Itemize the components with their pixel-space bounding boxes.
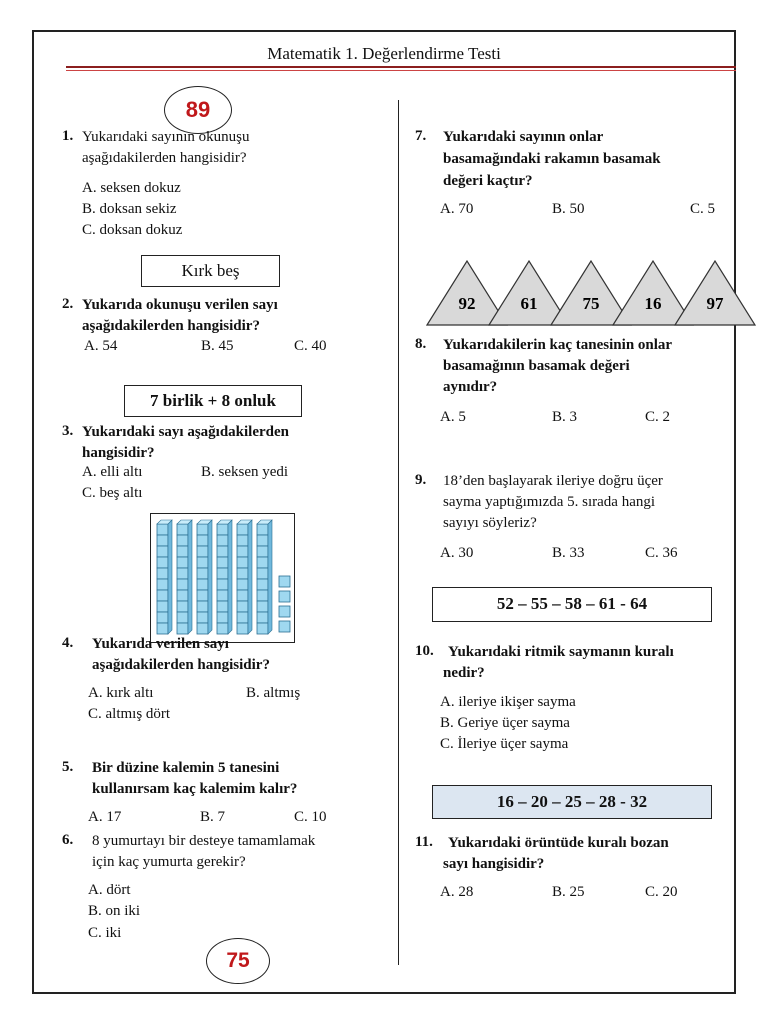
q8-option-c[interactable]: C. 2 xyxy=(645,409,671,425)
number-words-text: Kırk beş xyxy=(181,261,240,280)
q7-line3: değeri kaçtır? xyxy=(443,173,533,189)
number-triangle xyxy=(675,261,755,325)
place-value-box xyxy=(124,385,302,417)
q8-option-b[interactable]: B. 3 xyxy=(552,409,578,425)
q1-option-c[interactable]: C. doksan dokuz xyxy=(82,222,183,238)
q9-option-a[interactable]: A. 30 xyxy=(440,545,474,561)
q5-option-a[interactable]: A. 17 xyxy=(88,809,122,825)
number-triangles xyxy=(425,259,765,329)
q2-option-a[interactable]: A. 54 xyxy=(84,338,118,354)
q1-option-b[interactable]: B. doksan sekiz xyxy=(82,201,177,217)
q1-option-a[interactable]: A. seksen dokuz xyxy=(82,180,181,196)
ten-rod xyxy=(217,520,232,634)
q10-option-b[interactable]: B. Geriye üçer sayma xyxy=(440,715,570,731)
q11-line2: sayı hangisidir? xyxy=(443,856,545,872)
ten-rod xyxy=(157,520,172,634)
one-unit-cube xyxy=(279,621,290,632)
q6-option-b[interactable]: B. on iki xyxy=(88,903,141,919)
q2-number: 2. xyxy=(62,296,74,312)
q1-line2: aşağıdakilerden hangisidir? xyxy=(82,150,247,166)
q6-number: 6. xyxy=(62,832,74,848)
one-unit-cube xyxy=(279,576,290,587)
q4-option-b[interactable]: B. altmış xyxy=(246,685,301,701)
q5-option-b[interactable]: B. 7 xyxy=(200,809,226,825)
q8-option-a[interactable]: A. 5 xyxy=(440,409,466,425)
q3-line1: Yukarıdaki sayı aşağıdakilerden xyxy=(82,424,290,440)
q5-line2: kullanırsam kaç kalemim kalır? xyxy=(92,781,298,797)
pattern-box xyxy=(432,785,712,819)
title-rule-thin xyxy=(66,70,736,71)
base-ten-blocks-picture xyxy=(150,513,295,643)
q7-line2: basamağındaki rakamın basamak xyxy=(443,151,661,167)
q7-option-c[interactable]: C. 5 xyxy=(690,201,716,217)
q5-option-c[interactable]: C. 10 xyxy=(294,809,327,825)
q9-option-b[interactable]: B. 33 xyxy=(552,545,585,561)
q3-option-c[interactable]: C. beş altı xyxy=(82,485,143,501)
title-rule xyxy=(66,66,736,68)
place-value-text: 7 birlik + 8 onluk xyxy=(150,391,276,410)
q1-number: 1. xyxy=(62,128,74,144)
q6-line1: 8 yumurtayı bir desteye tamamlamak xyxy=(92,833,316,849)
q3-number: 3. xyxy=(62,423,74,439)
triangle-number: 16 xyxy=(644,294,662,313)
q7-line1: Yukarıdaki sayının onlar xyxy=(443,129,604,145)
q2-option-b[interactable]: B. 45 xyxy=(201,338,234,354)
circle-number: 75 xyxy=(226,949,250,972)
one-unit-cube xyxy=(279,591,290,602)
q8-number: 8. xyxy=(415,336,427,352)
q4-line2: aşağıdakilerden hangisidir? xyxy=(92,657,270,673)
q10-option-a[interactable]: A. ileriye ikişer sayma xyxy=(440,694,576,710)
number-words-box xyxy=(141,255,280,287)
q8-line3: aynıdır? xyxy=(443,379,498,395)
rhythm-text: 52 – 55 – 58 – 61 - 64 xyxy=(496,594,648,613)
q4-line1: Yukarıda verilen sayı xyxy=(92,636,229,652)
q10-line1: Yukarıdaki ritmik saymanın kuralı xyxy=(448,644,674,660)
q2-line2: aşağıdakilerden hangisidir? xyxy=(82,318,260,334)
q9-number: 9. xyxy=(415,472,427,488)
one-unit-cube xyxy=(279,606,290,617)
triangle-number: 75 xyxy=(582,294,600,313)
q10-option-c[interactable]: C. İleriye üçer sayma xyxy=(440,736,569,752)
rhythm-box xyxy=(432,587,712,622)
base-ten-blocks-svg xyxy=(151,514,293,641)
q2-line1: Yukarıda okunuşu verilen sayı xyxy=(82,297,278,313)
q11-option-b[interactable]: B. 25 xyxy=(552,884,585,900)
q5-line1: Bir düzine kalemin 5 tanesini xyxy=(92,760,280,776)
q9-line3: sayıyı söyleriz? xyxy=(443,515,537,531)
q10-number: 10. xyxy=(415,643,434,659)
q6-line2: için kaç yumurta gerekir? xyxy=(92,854,246,870)
q9-option-c[interactable]: C. 36 xyxy=(645,545,678,561)
pattern-text: 16 – 20 – 25 – 28 - 32 xyxy=(496,792,648,811)
q8-line1: Yukarıdakilerin kaç tanesinin onlar xyxy=(443,337,673,353)
number-circle-bottom xyxy=(206,938,270,984)
q7-option-b[interactable]: B. 50 xyxy=(552,201,585,217)
q9-line2: sayma yaptığımızda 5. sırada hangi xyxy=(443,494,656,510)
circle-number: 89 xyxy=(185,97,211,122)
ten-rod xyxy=(257,520,272,634)
q11-line1: Yukarıdaki örüntüde kuralı bozan xyxy=(448,835,669,851)
ten-rod xyxy=(197,520,212,634)
q8-line2: basamağının basamak değeri xyxy=(443,358,630,374)
q3-option-a[interactable]: A. elli altı xyxy=(82,464,143,480)
q4-option-c[interactable]: C. altmış dört xyxy=(88,706,171,722)
q11-option-a[interactable]: A. 28 xyxy=(440,884,474,900)
q10-line2: nedir? xyxy=(443,665,485,681)
ten-rod xyxy=(177,520,192,634)
q3-option-b[interactable]: B. seksen yedi xyxy=(201,464,289,480)
triangle-number: 97 xyxy=(706,294,724,313)
q7-number: 7. xyxy=(415,128,427,144)
q5-number: 5. xyxy=(62,759,74,775)
q6-option-c[interactable]: C. iki xyxy=(88,925,122,941)
q7-option-a[interactable]: A. 70 xyxy=(440,201,474,217)
q6-option-a[interactable]: A. dört xyxy=(88,882,131,898)
page-title: Matematik 1. Değerlendirme Testi xyxy=(267,44,501,63)
q4-option-a[interactable]: A. kırk altı xyxy=(88,685,154,701)
column-divider xyxy=(398,100,399,965)
triangle-number: 92 xyxy=(458,294,476,313)
q1-line1: Yukarıdaki sayının okunuşu xyxy=(82,129,250,145)
q11-number: 11. xyxy=(415,834,433,850)
q4-number: 4. xyxy=(62,635,74,651)
q3-line2: hangisidir? xyxy=(82,445,155,461)
triangle-number: 61 xyxy=(520,294,538,313)
q2-option-c[interactable]: C. 40 xyxy=(294,338,327,354)
q11-option-c[interactable]: C. 20 xyxy=(645,884,678,900)
q9-line1: 18’den başlayarak ileriye doğru üçer xyxy=(443,473,663,489)
ten-rod xyxy=(237,520,252,634)
